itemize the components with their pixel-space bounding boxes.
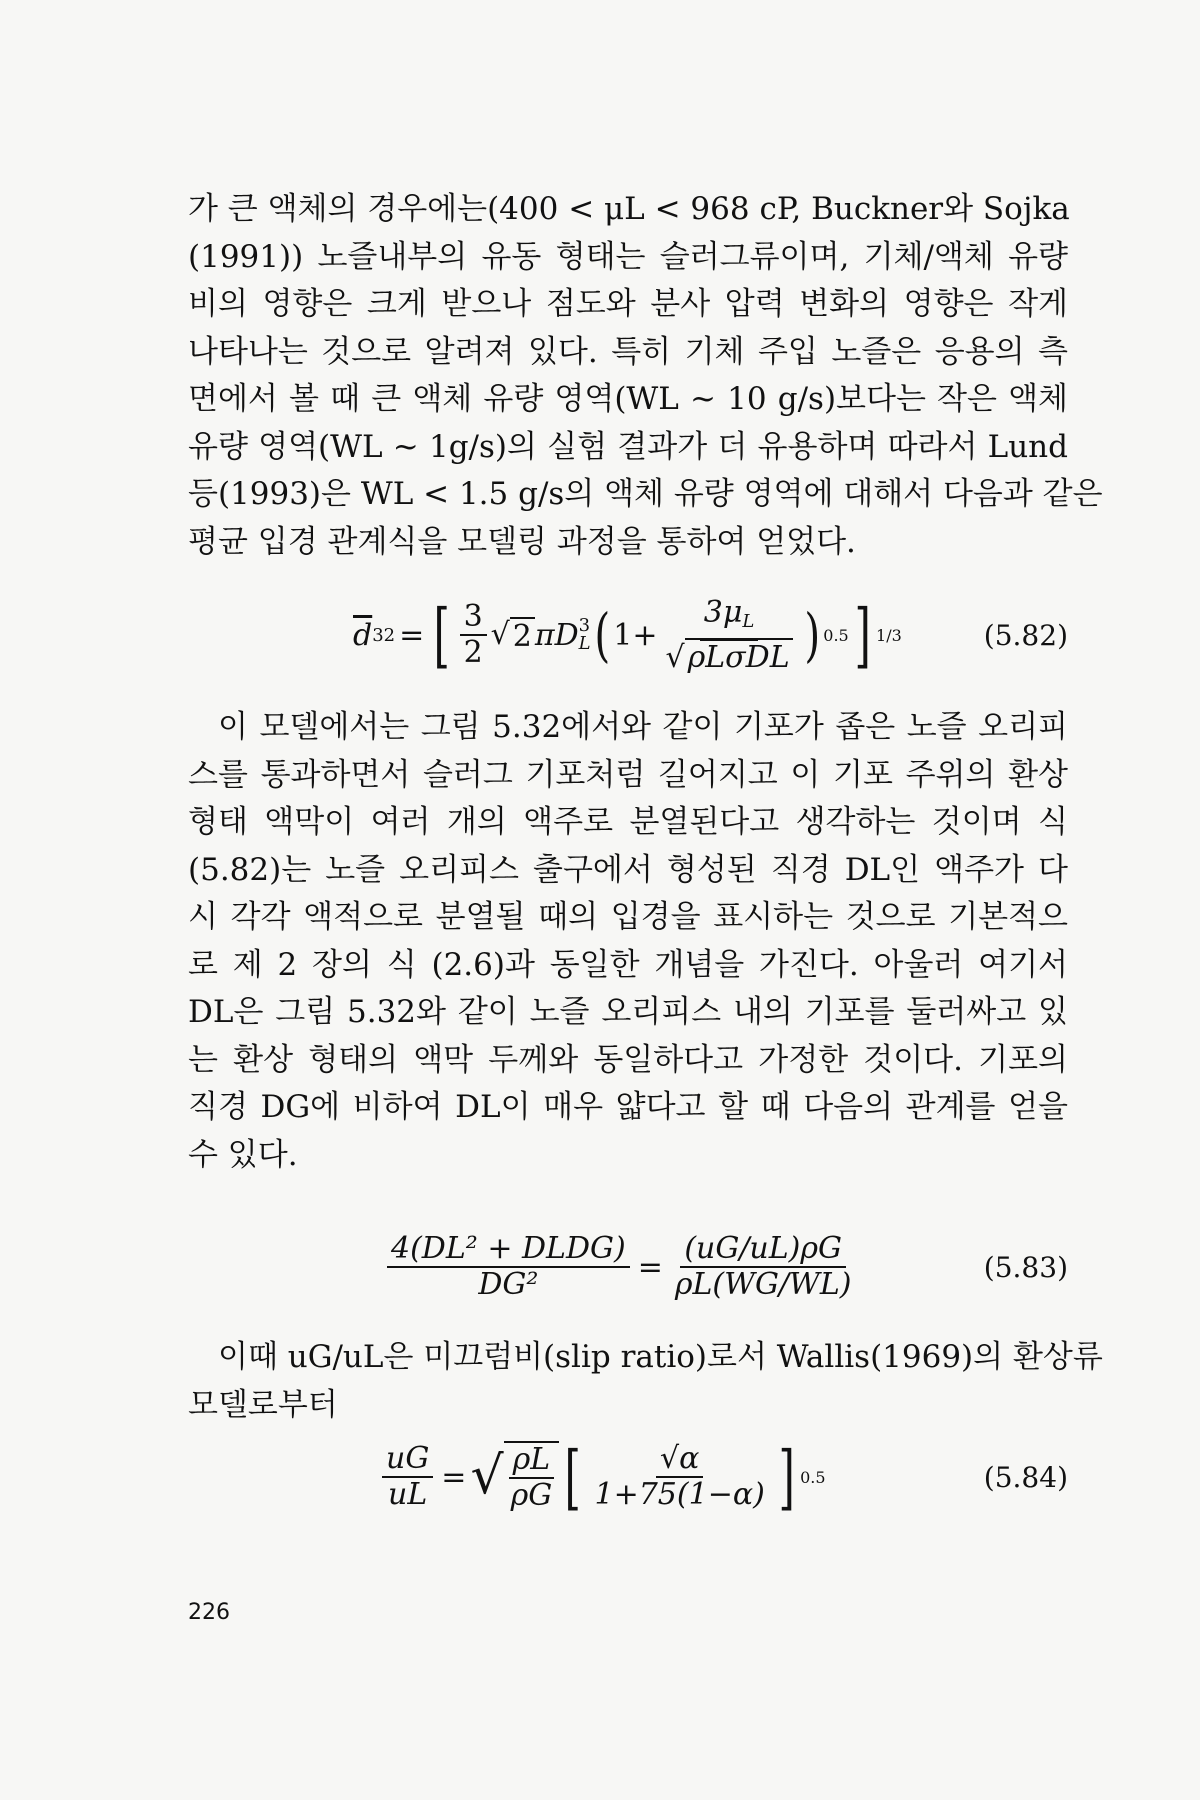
inner-den-text: ρLσDL xyxy=(685,638,793,675)
equation-body xyxy=(353,590,902,680)
d-sup: 3 xyxy=(578,615,591,636)
inner-numerator xyxy=(700,596,759,641)
text-line: 평균 입경 관계식을 모델링 과정을 통하여 얻었다. xyxy=(188,523,856,560)
text-line: 나타나는 것으로 알려져 있다. 특히 기체 주입 노즐은 응용의 측 xyxy=(188,333,1068,370)
equation-5-83 xyxy=(188,1222,1068,1312)
text-line: 는 환상 형태의 액막 두께와 동일하다고 가정한 것이다. 기포의 xyxy=(188,1041,1068,1078)
text-line: 면에서 볼 때 큰 액체 유량 영역(WL ~ 10 g/s)보다는 작은 액체 xyxy=(188,381,1068,417)
exponent: 0.5 xyxy=(800,1467,826,1487)
fraction-denominator: 2 xyxy=(463,635,483,670)
inner-numerator: √α xyxy=(656,1442,703,1478)
right-bracket: ] xyxy=(778,1436,795,1518)
sqrt-icon: √ xyxy=(665,639,685,675)
rhs-denominator: ρL(WG/WL) xyxy=(674,1267,852,1302)
inner-num-sub: L xyxy=(742,610,755,632)
text-line: (1991)) 노즐내부의 유동 형태는 슬러그류이며, 기체/액체 유량 xyxy=(188,238,1068,275)
paragraph-2 xyxy=(188,704,1068,1179)
pi-symbol: π xyxy=(534,617,555,653)
text-line: 이때 uG/uL은 미끄럼비(slip ratio)로서 Wallis(1969)의 환상류 xyxy=(218,1339,1103,1375)
inner-denominator xyxy=(662,641,797,675)
text-line: 직경 DG에 비하여 DL이 매우 얇다고 할 때 다음의 관계를 얻을 xyxy=(188,1089,1068,1125)
fraction xyxy=(460,600,487,670)
inner-num-text: 3μ xyxy=(703,594,743,630)
text-line: 로 제 2 장의 식 (2.6)과 동일한 개념을 가진다. 아울러 여기서 xyxy=(188,946,1068,983)
lhs-fraction xyxy=(387,1232,630,1302)
sqrt-fraction xyxy=(504,1441,560,1513)
sqrt xyxy=(491,617,535,654)
d-sub: L xyxy=(578,633,591,654)
fraction-numerator: 3 xyxy=(460,600,487,636)
lhs-numerator: uG xyxy=(382,1442,433,1478)
right-paren: ) xyxy=(804,601,820,669)
d-symbol: D xyxy=(554,617,579,653)
sqrt-denominator: ρG xyxy=(510,1478,553,1513)
right-bracket: ] xyxy=(854,594,871,676)
text-line: (5.82)는 노즐 오리피스 출구에서 형성된 직경 DL인 액주가 다 xyxy=(188,851,1068,888)
outer-exponent: 1/3 xyxy=(876,625,902,645)
inner-exponent: 0.5 xyxy=(823,625,849,645)
left-bracket: [ xyxy=(433,594,451,676)
text-line: 시 각각 액적으로 분열될 때의 입경을 표시하는 것으로 기본적으 xyxy=(188,899,1068,935)
lhs-fraction xyxy=(382,1442,433,1512)
sqrt-numerator: ρL xyxy=(509,1443,555,1479)
sqrt-arg: 2 xyxy=(510,617,535,654)
text-line: 이 모델에서는 그림 5.32에서와 같이 기포가 좁은 노즐 오리피 xyxy=(218,709,1068,745)
lhs-numerator: 4(DL² + DLDG) xyxy=(387,1232,630,1268)
left-paren: ( xyxy=(594,601,610,669)
inner-denominator: 1+75(1−α) xyxy=(594,1477,765,1512)
sqrt-icon: √ xyxy=(490,616,510,652)
text-line: 모델로부터 xyxy=(188,1386,338,1423)
text-line: 유량 영역(WL ~ 1g/s)의 실험 결과가 더 유용하며 따라서 Lund xyxy=(188,428,1068,465)
equation-5-82 xyxy=(188,590,1068,680)
equation-number: (5.84) xyxy=(983,1460,1068,1494)
text-line: DL은 그림 5.32와 같이 노즐 오리피스 내의 기포를 둘러싸고 있 xyxy=(188,994,1068,1030)
text-line: 스를 통과하면서 슬러그 기포처럼 길어지고 이 기포 주위의 환상 xyxy=(188,756,1068,793)
eq-lhs: $\overline{d}$ xyxy=(353,617,373,653)
sqrt xyxy=(470,1441,559,1513)
rhs-numerator: (uG/uL)ρG xyxy=(680,1232,846,1268)
text-line: 비의 영향은 크게 받으나 점도와 분사 압력 변화의 영향은 작게 xyxy=(188,286,1068,322)
eq-sign: = xyxy=(637,1249,663,1285)
text-line: 등(1993)은 WL < 1.5 g/s의 액체 유량 영역에 대해서 다음과 같은 xyxy=(188,476,1103,512)
equation-number: (5.83) xyxy=(983,1250,1068,1284)
page-number: 226 xyxy=(188,1600,230,1625)
text-line: 수 있다. xyxy=(188,1136,298,1173)
sqrt-icon: √ xyxy=(470,1446,504,1506)
eq-lhs-sub: 32 xyxy=(372,624,396,646)
equation-body xyxy=(378,1432,826,1522)
eq-sign: = xyxy=(441,1459,467,1495)
inner-fraction xyxy=(662,596,797,675)
left-bracket: [ xyxy=(564,1436,582,1518)
paragraph-3 xyxy=(188,1334,1103,1429)
inner-fraction xyxy=(591,1442,769,1512)
text-line: 가 큰 액체의 경우에는(400 < μL < 968 cP, Buckner와 Sojka xyxy=(188,191,1070,227)
lhs-denominator: uL xyxy=(388,1477,428,1512)
text-line: 형태 액막이 여러 개의 액주로 분열된다고 생각하는 것이며 식 xyxy=(188,804,1068,840)
paragraph-1 xyxy=(188,186,1103,566)
equation-number: (5.82) xyxy=(983,618,1068,652)
equation-5-84 xyxy=(188,1432,1068,1522)
equation-body xyxy=(383,1222,859,1312)
d-scripts xyxy=(579,617,591,653)
eq-sign: = xyxy=(399,617,425,653)
one-plus: 1+ xyxy=(613,617,658,653)
lhs-denominator: DG² xyxy=(478,1267,539,1302)
rhs-fraction xyxy=(671,1232,856,1302)
